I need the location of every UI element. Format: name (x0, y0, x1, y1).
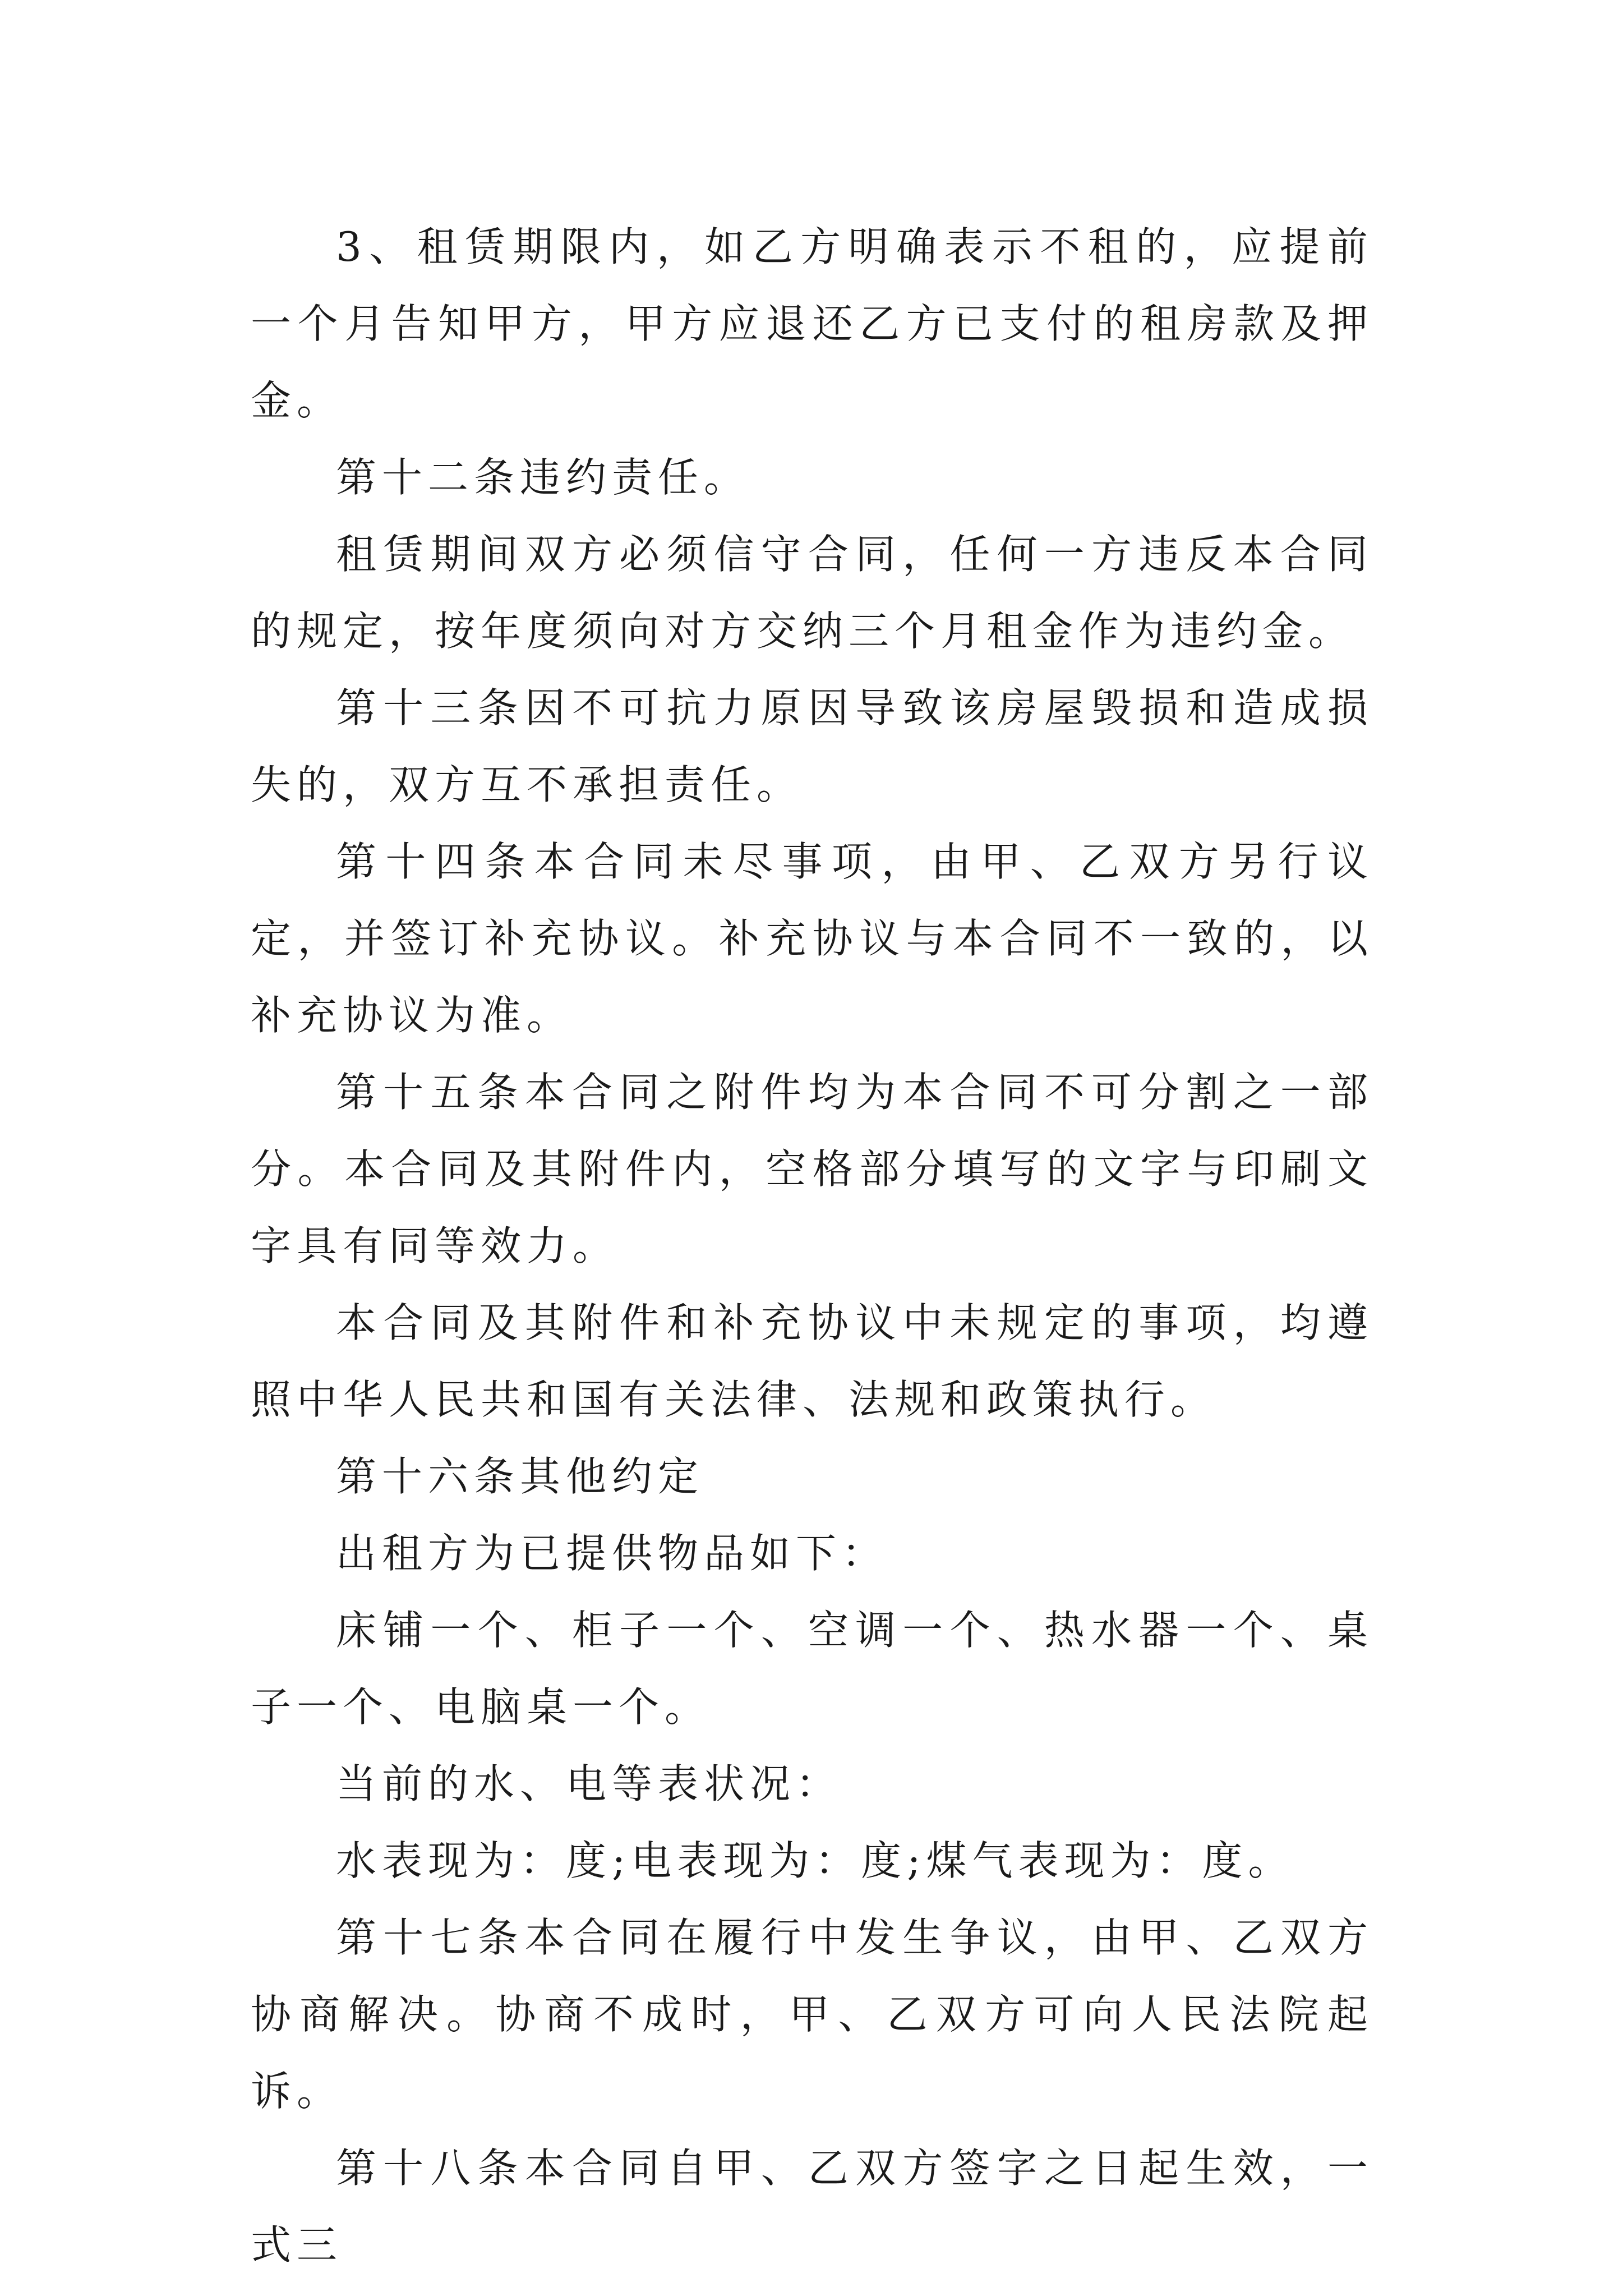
paragraph-breach-liability: 租赁期间双方必须信守合同，任何一方违反本合同的规定，按年度须向对方交纳三个月租金作为违约金。 (251, 531, 1373, 655)
paragraph-meter-status-intro: 当前的水、电等表状况： (336, 1760, 842, 1807)
paragraph-article-17: 第十七条本合同在履行中发生争议，由甲、乙双方协商解决。协商不成时，甲、乙双方可向人民法院起诉。 (251, 1914, 1373, 2115)
paragraph-article-13: 第十三条因不可抗力原因导致该房屋毁损和造成损失的，双方互不承担责任。 (251, 684, 1373, 808)
paragraph-article-18: 第十八条本合同自甲、乙双方签字之日起生效，一式三 (251, 2145, 1373, 2269)
paragraph-article-14: 第十四条本合同未尽事项，由甲、乙双方另行议定，并签订补充协议。补充协议与本合同不一致的，以补充协议为准。 (251, 838, 1373, 1039)
paragraph-meter-readings: 水表现为：度;电表现为：度;煤气表现为：度。 (336, 1837, 1294, 1884)
paragraph-lease-termination: 3、租赁期限内，如乙方明确表示不租的，应提前一个月告知甲方，甲方应退还乙方已支付的租房款及押金。 (251, 223, 1373, 424)
heading-article-16: 第十六条其他约定 (336, 1453, 704, 1500)
document-body (251, 209, 1373, 2284)
paragraph-applicable-law: 本合同及其附件和补充协议中未规定的事项，均遵照中华人民共和国有关法律、法规和政策执行。 (251, 1299, 1373, 1423)
paragraph-provided-items-intro: 出租方为已提供物品如下： (336, 1530, 888, 1577)
paragraph-provided-items-list: 床铺一个、柜子一个、空调一个、热水器一个、桌子一个、电脑桌一个。 (251, 1607, 1373, 1731)
paragraph-article-15: 第十五条本合同之附件均为本合同不可分割之一部分。本合同及其附件内，空格部分填写的文字与印刷文字具有同等效力。 (251, 1069, 1373, 1269)
heading-article-12: 第十二条违约责任。 (336, 454, 750, 501)
